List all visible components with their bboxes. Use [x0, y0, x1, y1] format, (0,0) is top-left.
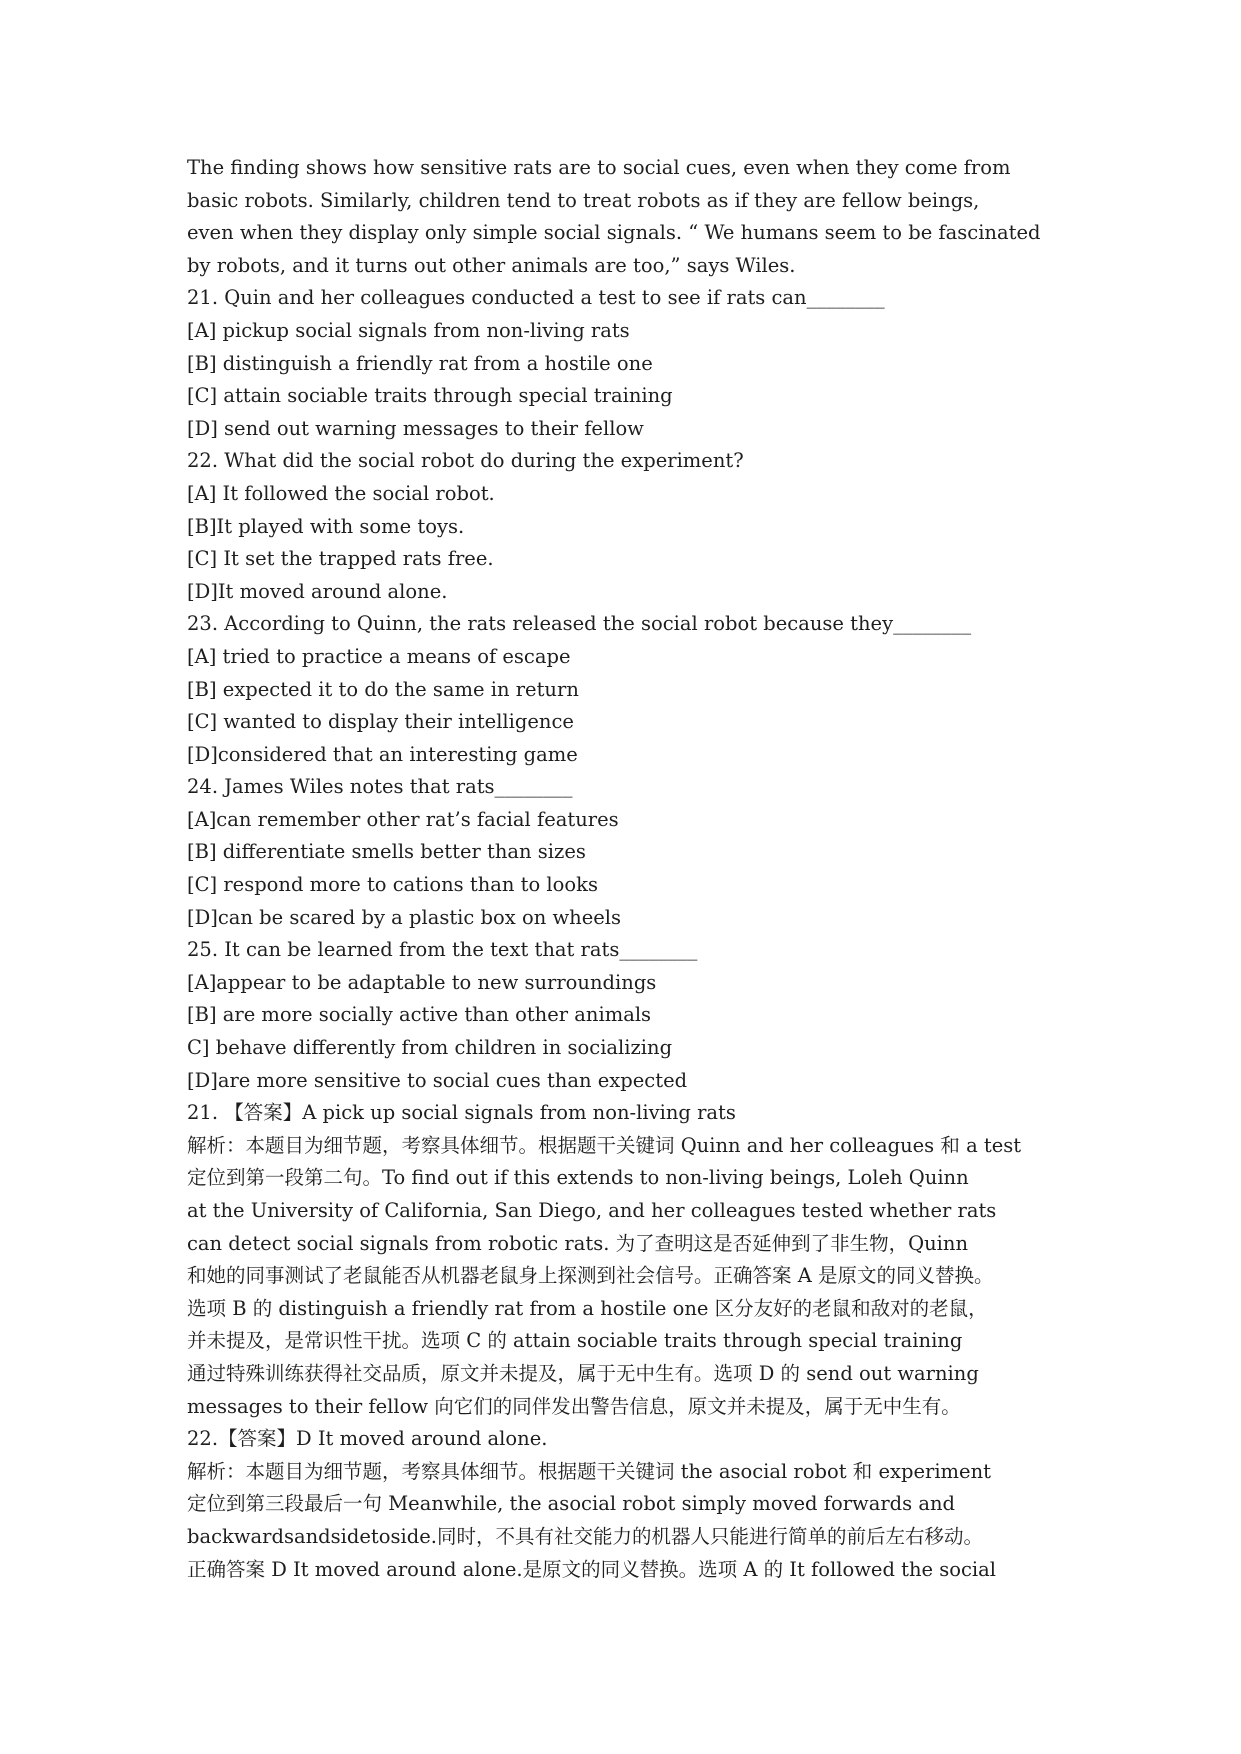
question-23-option-b: [B] expected it to do the same in return [187, 677, 579, 701]
question-21-option-a: [A] pickup social signals from non-living rats [187, 318, 630, 342]
passage-line-4: by robots, and it turns out other animals are too,” says Wiles. [187, 253, 796, 277]
document-body [187, 152, 1132, 1586]
analysis-21-line-6: 选项 B 的 distinguish a friendly rat from a hostile one 区分友好的老鼠和敌对的老鼠， [187, 1296, 988, 1320]
question-25-option-d: [D]are more sensitive to social cues than expected [187, 1068, 688, 1092]
question-22-option-d: [D]It moved around alone. [187, 579, 448, 603]
question-23-stem: 23. According to Quinn, the rats released the social robot because they________ [187, 612, 972, 636]
passage-line-3: even when they display only simple social signals. “ We humans seem to be fascinated [187, 221, 1041, 245]
question-25-option-a: [A]appear to be adaptable to new surroundings [187, 970, 657, 994]
question-22-option-b: [B]It played with some toys. [187, 514, 465, 538]
question-21-option-c: [C] attain sociable traits through special training [187, 384, 673, 408]
question-24-stem: 24. James Wiles notes that rats________ [187, 775, 573, 799]
analysis-21-line-8: 通过特殊训练获得社交品质，原文并未提及，属于无中生有。选项 D 的 send out warning [187, 1361, 979, 1385]
passage-line-1: The finding shows how sensitive rats are to social cues, even when they come from [187, 156, 1011, 179]
analysis-21-line-5: 和她的同事测试了老鼠能否从机器老鼠身上探测到社会信号。正确答案 A 是原文的同义替换。 [187, 1264, 994, 1288]
question-23-option-d: [D]considered that an interesting game [187, 742, 578, 766]
analysis-21-line-2: 定位到第一段第二句。To find out if this extends to non-living beings, Loleh Quinn [187, 1166, 969, 1190]
question-21-stem: 21. Quin and her colleagues conducted a test to see if rats can________ [187, 286, 885, 310]
question-22-stem: 22. What did the social robot do during the experiment? [187, 449, 744, 473]
question-23-option-a: [A] tried to practice a means of escape [187, 644, 571, 668]
question-22-option-a: [A] It followed the social robot. [187, 481, 495, 505]
analysis-21-line-1: 解析：本题目为细节题，考察具体细节。根据题干关键词 Quinn and her colleagues 和 a test [187, 1133, 1022, 1157]
question-21-option-d: [D] send out warning messages to their fellow [187, 416, 644, 440]
analysis-21-line-9: messages to their fellow 向它们的同伴发出警告信息，原文并未提及，属于无中生有。 [187, 1394, 961, 1418]
analysis-21-line-7: 并未提及，是常识性干扰。选项 C 的 attain sociable traits through special training [187, 1329, 963, 1353]
question-21-option-b: [B] distinguish a friendly rat from a hostile one [187, 351, 653, 375]
question-25-option-c: C] behave differently from children in socializing [187, 1036, 673, 1060]
analysis-22-line-1: 解析：本题目为细节题，考察具体细节。根据题干关键词 the asocial robot 和 experiment [187, 1459, 991, 1483]
analysis-22-line-3: backwardsandsidetoside.同时，不具有社交能力的机器人只能进行简单的前后左右移动。 [187, 1524, 983, 1548]
passage-line-2: basic robots. Similarly, children tend to treat robots as if they are fellow beings, [187, 188, 980, 212]
question-25-stem: 25. It can be learned from the text that rats________ [187, 938, 698, 962]
question-24-option-d: [D]can be scared by a plastic box on wheels [187, 905, 622, 929]
question-24-option-c: [C] respond more to cations than to looks [187, 873, 598, 897]
analysis-22-line-4: 正确答案 D It moved around alone.是原文的同义替换。选项 A 的 It followed the social [187, 1557, 997, 1581]
answer-21-heading: 21. 【答案】A pick up social signals from non-living rats [187, 1101, 736, 1125]
question-22-option-c: [C] It set the trapped rats free. [187, 547, 494, 571]
question-25-option-b: [B] are more socially active than other animals [187, 1003, 652, 1027]
analysis-22-line-2: 定位到第三段最后一句 Meanwhile, the asocial robot simply moved forwards and [187, 1492, 956, 1516]
question-24-option-a: [A]can remember other rat’s facial features [187, 807, 619, 831]
question-24-option-b: [B] differentiate smells better than sizes [187, 840, 586, 864]
question-23-option-c: [C] wanted to display their intelligence [187, 710, 574, 734]
analysis-21-line-3: at the University of California, San Diego, and her colleagues tested whether rats [187, 1199, 997, 1222]
analysis-21-line-4: can detect social signals from robotic rats. 为了查明这是否延伸到了非生物，Quinn [187, 1231, 969, 1255]
answer-22-heading: 22.【答案】D It moved around alone. [187, 1427, 548, 1451]
